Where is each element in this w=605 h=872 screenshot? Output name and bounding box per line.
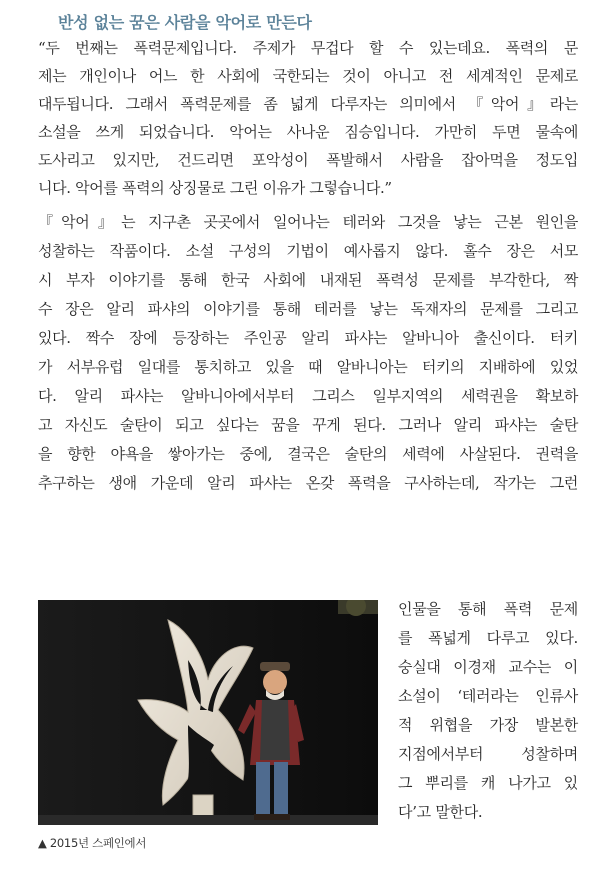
body-line: 다. 알리 파샤는 알바니아에서부터 그리스 일부지역의 세력권을 확보하 <box>38 387 578 405</box>
photo-illustration <box>38 600 378 825</box>
side-line: 지점에서부터 성찰하며 <box>398 745 578 763</box>
article-photo <box>38 600 378 825</box>
side-line: 적 위협을 가장 발본한 <box>398 716 578 734</box>
body-line: 소설을 쓰게 되었습니다. 악어는 사나운 짐승입니다. 가만히 두면 물속에 <box>38 123 578 141</box>
body-line: 대두됩니다. 그래서 폭력문제를 좀 넓게 다루자는 의미에서 『악어』라는 <box>38 95 578 113</box>
photo-caption: ▲ 2015년 스페인에서 <box>38 836 147 850</box>
body-line: 고 자신도 술탄이 되고 싶다는 꿈을 꾸게 된다. 그러나 알리 파샤는 술탄 <box>38 416 578 434</box>
body-line: 을 향한 야욕을 쌓아가는 중에, 결국은 술탄의 세력에 사살된다. 권력을 <box>38 445 578 463</box>
body-line: 가 서부유럽 일대를 통치하고 있을 때 알바니아는 터키의 지배하에 있었 <box>38 358 578 376</box>
body-line: 니다. 악어를 폭력의 상징물로 그린 이유가 그렇습니다.” <box>38 179 392 197</box>
side-line: 그 뿌리를 캐 나가고 있 <box>398 774 578 792</box>
body-line: 제는 개인이나 어느 한 사회에 국한되는 것이 아니고 전 세계적인 문제로 <box>38 67 578 85</box>
side-line: 숭실대 이경재 교수는 이 <box>398 658 578 676</box>
article-heading: 반성 없는 꿈은 사람을 악어로 만든다 <box>58 13 312 32</box>
body-line: 성찰하는 작품이다. 소설 구성의 기법이 예사롭지 않다. 홀수 장은 서모 <box>38 242 578 260</box>
side-line: 를 폭넓게 다루고 있다. <box>398 629 578 647</box>
side-line: 다’고 말한다. <box>398 803 483 821</box>
body-line: 수 장은 알리 파샤의 이야기를 통해 테러를 낳는 독재자의 문제를 그리고 <box>38 300 578 318</box>
body-line: “두 번째는 폭력문제입니다. 주제가 무겁다 할 수 있는데요. 폭력의 문 <box>38 39 578 57</box>
body-line: 『악어』는 지구촌 곳곳에서 일어나는 테러와 그것을 낳는 근본 원인을 <box>38 213 578 231</box>
body-line: 시 부자 이야기를 통해 한국 사회에 내재된 폭력성 문제를 부각한다, 짝 <box>38 271 578 289</box>
side-line: 소설이 ‘테러라는 인류사 <box>398 687 578 705</box>
body-line: 추구하는 생애 가운데 알리 파샤는 온갖 폭력을 구사하는데, 작가는 그런 <box>38 474 578 492</box>
body-line: 있다. 짝수 장에 등장하는 주인공 알리 파샤는 알바니아 출신이다. 터키 <box>38 329 578 347</box>
side-line: 인물을 통해 폭력 문제 <box>398 600 578 618</box>
body-line: 도사리고 있지만, 건드리면 포악성이 폭발해서 사람을 잡아먹을 정도입 <box>38 151 578 169</box>
